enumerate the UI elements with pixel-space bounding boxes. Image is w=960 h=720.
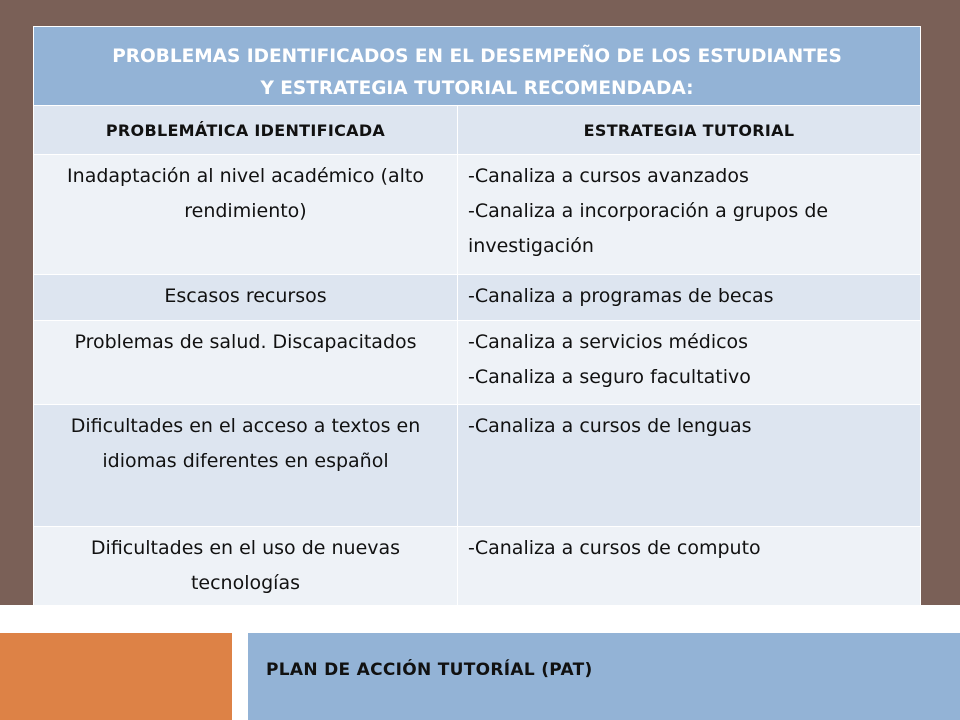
footer-title: PLAN DE ACCIÓN TUTORÍAL (PAT)	[266, 660, 593, 680]
strategy-cell	[458, 405, 921, 527]
problem-cell: Escasos recursos	[34, 275, 458, 321]
problem-cell: Inadaptación al nivel académico (alto rendimiento)	[34, 155, 458, 275]
problem-cell: Problemas de salud. Discapacitados	[34, 321, 458, 405]
strategy-item: -Canaliza a incorporación a grupos de investigación	[468, 200, 829, 257]
strategy-item: -Canaliza a programas de becas	[468, 285, 774, 307]
problem-cell: Dificultades en el uso de nuevas tecnologías	[34, 527, 458, 611]
strategy-cell	[458, 321, 921, 405]
problem-cell: Dificultades en el acceso a textos en idiomas diferentes en español	[34, 405, 458, 527]
strategy-cell	[458, 155, 921, 275]
table-title	[34, 27, 921, 106]
table-title-line-2: Y ESTRATEGIA TUTORIAL RECOMENDADA:	[260, 78, 694, 99]
strategy-cell	[458, 275, 921, 321]
column-header-strategy: ESTRATEGIA TUTORIAL	[458, 106, 921, 155]
strategy-item: -Canaliza a cursos de computo	[468, 537, 761, 559]
strategy-item: -Canaliza a seguro facultativo	[468, 366, 751, 388]
table-row	[34, 405, 921, 527]
table-row	[34, 527, 921, 611]
column-header-problem: PROBLEMÁTICA IDENTIFICADA	[34, 106, 458, 155]
table-row	[34, 155, 921, 275]
strategy-cell	[458, 527, 921, 611]
footer-accent-orange	[0, 633, 232, 720]
strategy-item: -Canaliza a cursos avanzados	[468, 165, 749, 187]
table-row	[34, 321, 921, 405]
table-row	[34, 275, 921, 321]
strategy-item: -Canaliza a servicios médicos	[468, 331, 749, 353]
strategy-item: -Canaliza a cursos de lenguas	[468, 415, 752, 437]
tutorial-strategy-table	[33, 26, 921, 611]
table-title-line-1: PROBLEMAS IDENTIFICADOS EN EL DESEMPEÑO DE LOS ESTUDIANTES	[112, 46, 842, 67]
